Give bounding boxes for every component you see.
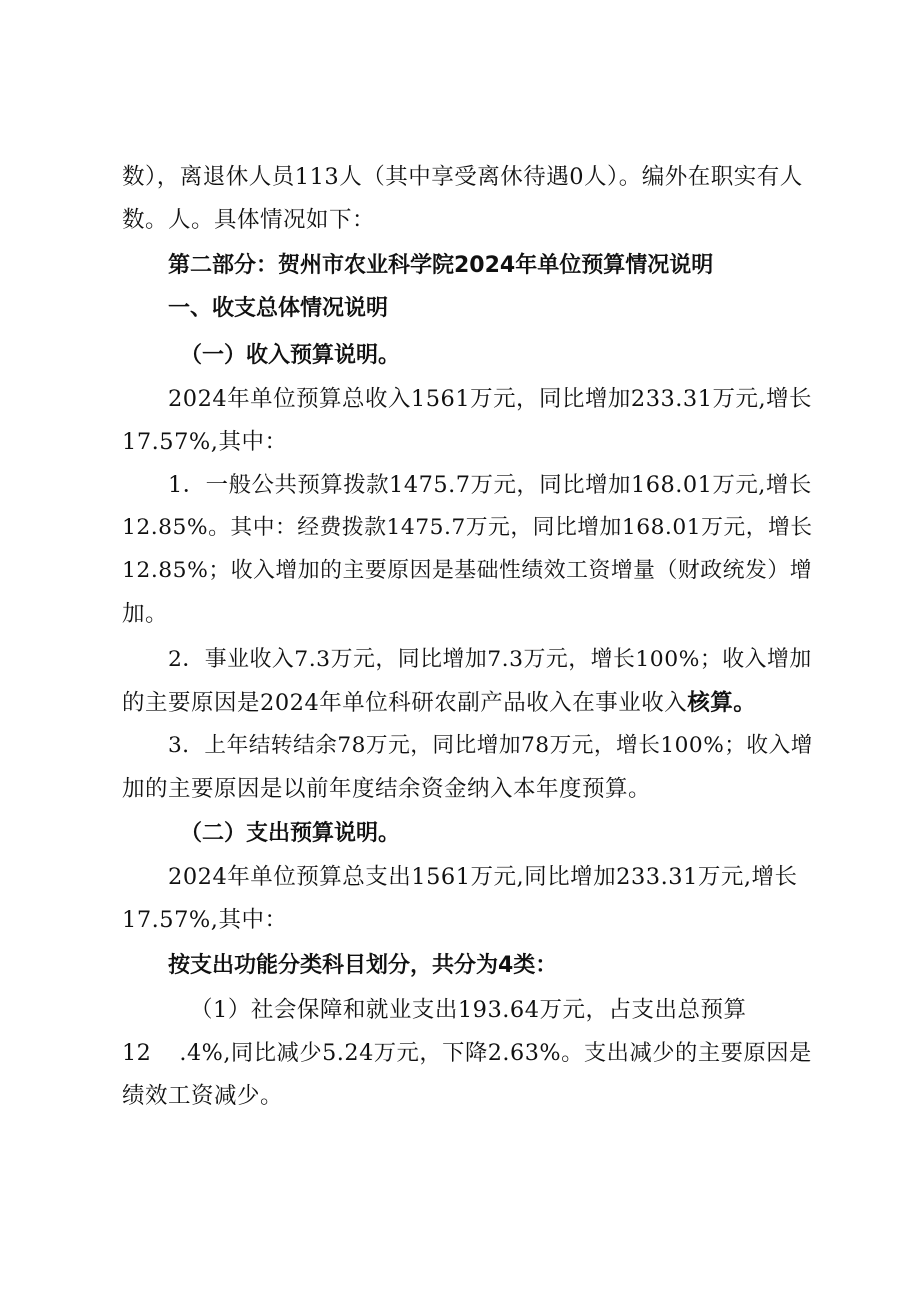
income-item-line: 3．上年结转结余78万元，同比增加78万元，增长100%；收入增	[168, 733, 813, 758]
expense-category-line: 绩效工资减少。	[122, 1083, 284, 1109]
expense-subheading: （二）支出预算说明。	[180, 821, 401, 846]
income-item-line: 1．一般公共预算拨款1475.7万元，同比增加168.01万元,增长	[168, 472, 812, 498]
income-item-line	[122, 681, 756, 725]
function-classification-heading: 按支出功能分类科目划分，共分为4类：	[168, 953, 558, 978]
expense-total-line: 17.57%,其中：	[122, 907, 288, 933]
paragraph-line: 数。人。具体情况如下：	[122, 207, 376, 233]
income-item-line: 12.85%；收入增加的主要原因是基础性绩效工资增量（财政统发）增	[122, 558, 813, 583]
income-item-line: 12.85%。其中：经费拨款1475.7万元，同比增加168.01万元，增长	[122, 515, 813, 540]
expense-category-line	[122, 1031, 812, 1075]
expense-category-text: 12	[122, 1040, 152, 1066]
income-total-line: 2024年单位预算总收入1561万元，同比增加233.31万元,增长	[168, 386, 813, 412]
part-two-heading: 第二部分：贺州市农业科学院2024年单位预算情况说明	[168, 253, 714, 278]
expense-category-text: .4%,同比减少5.24万元，下降2.63%。支出减少的主要原因是	[179, 1040, 812, 1066]
income-item-line: 加的主要原因是以前年度结余资金纳入本年度预算。	[122, 776, 652, 802]
income-subheading: （一）收入预算说明。	[180, 343, 401, 368]
expense-total-line: 2024年单位预算总支出1561万元,同比增加233.31万元,增长	[168, 864, 798, 890]
income-item-line: 加。	[122, 601, 169, 627]
income-item-text: 的主要原因是2024年单位科研农副产品收入在事业收入	[122, 690, 688, 716]
income-item-line: 2．事业收入7.3万元，同比增加7.3万元，增长100%；收入增加	[168, 647, 812, 672]
income-item-text-bold: 核算。	[687, 690, 757, 716]
section-one-heading: 一、收支总体情况说明	[168, 296, 389, 321]
income-total-line: 17.57%,其中：	[122, 429, 288, 455]
paragraph-line: 数），离退休人员113人（其中享受离休待遇0人）。编外在职实有人	[122, 164, 803, 190]
expense-category-line: （1）社会保障和就业支出193.64万元，占支出总预算	[190, 997, 747, 1023]
